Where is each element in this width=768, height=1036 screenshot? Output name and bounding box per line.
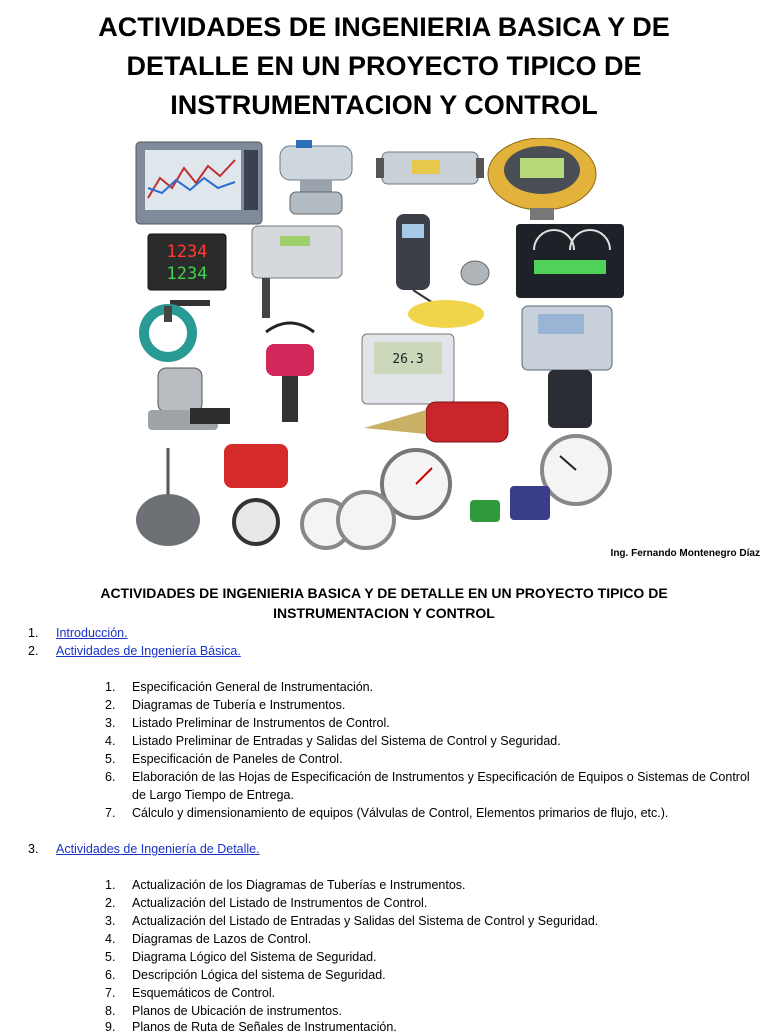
controller-display-top: 1234 bbox=[166, 242, 208, 262]
level-switch bbox=[266, 323, 314, 422]
digital-controller bbox=[148, 234, 226, 290]
toc-item-number: 3. bbox=[28, 842, 39, 856]
toc-link-ingenieria-detalle[interactable]: Actividades de Ingeniería de Detalle. bbox=[56, 842, 260, 856]
panel-indicator bbox=[516, 224, 624, 298]
section-title bbox=[30, 583, 738, 623]
electric-actuator bbox=[224, 444, 288, 544]
controller-display-bottom: 1234 bbox=[166, 264, 208, 284]
section-title-line-2: INSTRUMENTACION Y CONTROL bbox=[273, 605, 495, 621]
ultrasonic-level-transmitter bbox=[522, 306, 612, 428]
section-title-line-1: ACTIVIDADES DE INGENIERIA BASICA Y DE DETALLE EN UN PROYECTO TIPICO DE bbox=[100, 585, 668, 601]
title-line-3: INSTRUMENTACION Y CONTROL bbox=[170, 90, 598, 120]
page-title bbox=[20, 8, 748, 125]
toc-item-number: 2. bbox=[28, 644, 39, 658]
hmi-display: 26.3 bbox=[392, 352, 424, 367]
pneumatic-actuator bbox=[376, 152, 484, 184]
chart-recorder bbox=[136, 142, 262, 224]
float-level-switch bbox=[136, 448, 200, 546]
instrument-collage bbox=[130, 138, 640, 558]
author-credit: Ing. Fernando Montenegro Díaz bbox=[610, 548, 760, 559]
hmi-controller bbox=[362, 334, 454, 404]
radar-level-transmitter bbox=[488, 138, 596, 220]
pressure-gauges bbox=[302, 436, 610, 548]
gate-valve bbox=[148, 368, 230, 430]
temperature-probe bbox=[364, 402, 508, 442]
toc-link-ingenieria-basica[interactable]: Actividades de Ingeniería Básica. bbox=[56, 644, 241, 658]
handheld-meter bbox=[396, 214, 489, 328]
butterfly-valve bbox=[144, 300, 210, 357]
wall-mount-transmitter bbox=[252, 226, 342, 318]
title-line-2: DETALLE EN UN PROYECTO TIPICO DE bbox=[126, 51, 642, 81]
title-line-1: ACTIVIDADES DE INGENIERIA BASICA Y DE bbox=[98, 12, 670, 42]
toc-item-number: 1. bbox=[28, 626, 39, 640]
ball-valve-actuator bbox=[280, 140, 352, 214]
toc-link-introduccion[interactable]: Introducción. bbox=[56, 626, 128, 640]
